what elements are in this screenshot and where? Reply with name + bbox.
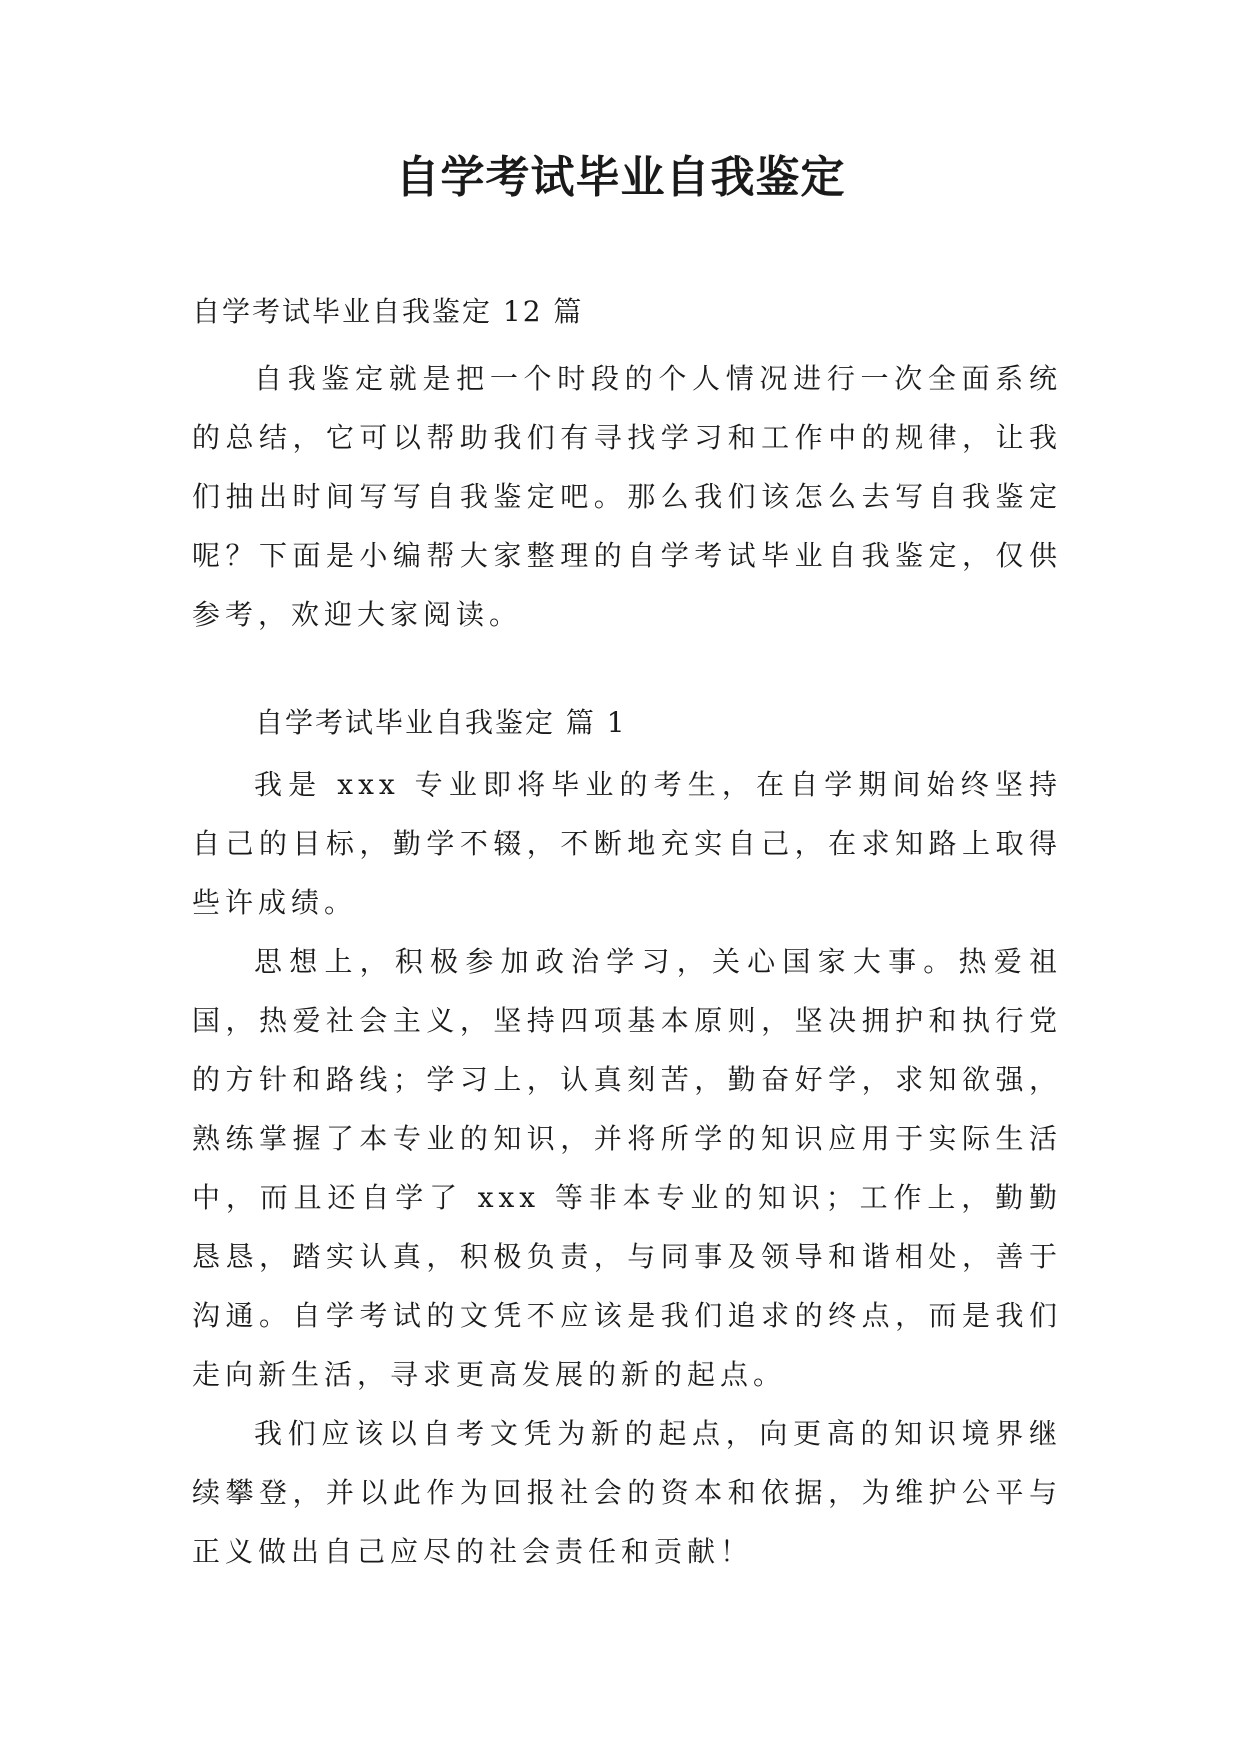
body-paragraph-1: 我是 xxx 专业即将毕业的考生，在自学期间始终坚持自己的目标，勤学不辍，不断地充实自己，在求知路上取得些许成绩。 [192, 768, 1062, 919]
intro-paragraph: 自我鉴定就是把一个时段的个人情况进行一次全面系统的总结，它可以帮助我们有寻找学习和工作中的规律，让我们抽出时间写写自我鉴定吧。那么我们该怎么去写自我鉴定呢？下面是小编帮大家整理的自学考试毕业自我鉴定，仅供参考，欢迎大家阅读。 [192, 362, 1062, 631]
body-paragraph-2: 思想上，积极参加政治学习，关心国家大事。热爱祖国，热爱社会主义，坚持四项基本原则，坚决拥护和执行党的方针和路线；学习上，认真刻苦，勤奋好学，求知欲强，熟练掌握了本专业的知识，并将所学的知识应用于实际生活中，而且还自学了 xxx 等非本专业的知识；工作上，勤勤恳恳，踏实认真，积极负责，与同事及领导和谐相处，善于沟通。自学考试的文凭不应该是我们追求的终点，而是我们走向新生活，寻求更高发展的新的起点。 [192, 945, 1062, 1391]
section-body [192, 755, 1062, 1581]
intro-block [192, 349, 1062, 644]
document-subtitle: 自学考试毕业自我鉴定 12 篇 [192, 295, 584, 328]
body-paragraph-3: 我们应该以自考文凭为新的起点，向更高的知识境界继续攀登，并以此作为回报社会的资本和依据，为维护公平与正义做出自己应尽的社会责任和贡献！ [192, 1417, 1062, 1568]
document-title: 自学考试毕业自我鉴定 [395, 152, 846, 203]
section-heading: 自学考试毕业自我鉴定 篇 1 [255, 706, 627, 739]
